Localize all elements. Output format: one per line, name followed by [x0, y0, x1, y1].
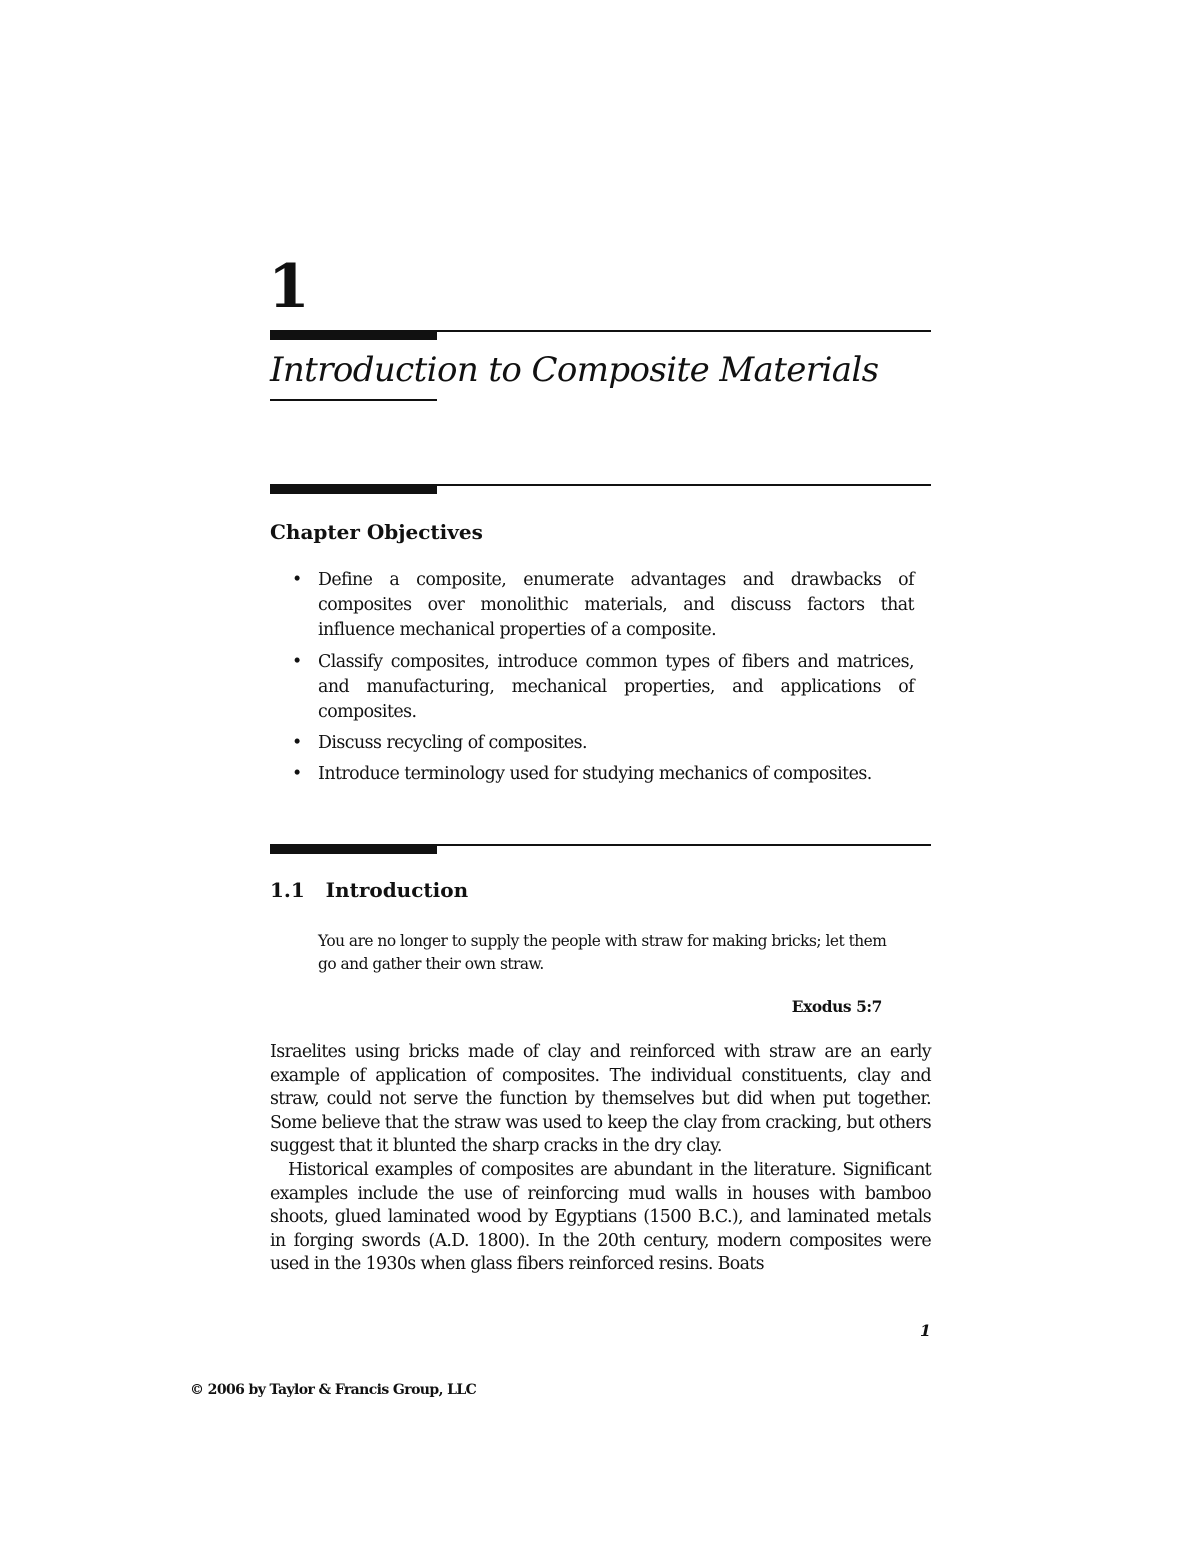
epigraph-source: Exodus 5:7	[791, 998, 882, 1016]
chapter-number: 1	[268, 252, 310, 322]
objective-text: Introduce terminology used for studying mechanics of composites.	[318, 764, 872, 785]
bullet-icon: •	[292, 651, 302, 672]
objective-text: Discuss recycling of composites.	[318, 733, 587, 754]
objective-item	[290, 650, 914, 726]
chapter-title-underline	[270, 399, 437, 401]
objective-item	[290, 731, 914, 756]
objectives-heading: Chapter Objectives	[270, 520, 483, 544]
rule-thick-bar	[270, 330, 437, 340]
body-paragraph: Historical examples of composites are abundant in the literature. Significant examples include the use of reinforcing mud walls in houses with bamboo shoots, glued laminated wood by Egyptians (1500 B.C.), and laminated metals in forging swords (A.D. 1800). In the 20th century, modern composites were used in the 1930s when glass fibers reinforced resins. Boats	[270, 1159, 931, 1275]
rule-thick-bar	[270, 844, 437, 854]
epigraph-quote: You are no longer to supply the people with straw for making bricks; let them go and gather their own straw.	[318, 932, 887, 973]
bullet-icon: •	[292, 733, 302, 754]
objectives-rule	[270, 484, 931, 496]
section-rule	[270, 844, 931, 856]
chapter-rule	[270, 330, 931, 342]
objective-text: Define a composite, enumerate advantages and drawbacks of composites over monolithic materials, and discuss factors that influence mechanical properties of a composite.	[318, 570, 914, 641]
objective-item	[290, 762, 914, 787]
bullet-icon: •	[292, 570, 302, 590]
body-text	[270, 1041, 931, 1277]
chapter-title: Introduction to Composite Materials	[270, 350, 879, 390]
bullet-icon: •	[292, 764, 302, 785]
objective-item	[290, 568, 914, 644]
section-heading: 1.1 Introduction	[270, 878, 469, 902]
rule-thick-bar	[270, 484, 437, 494]
copyright-notice: © 2006 by Taylor & Francis Group, LLC	[190, 1382, 477, 1398]
body-paragraph: Israelites using bricks made of clay and reinforced with straw are an early example of application of composites. The individual constituents, clay and straw, could not serve the function by themselves but did when put together. Some believe that the straw was used to keep the clay from cracking, but others suggest that it blunted the sharp cracks in the dry clay.	[270, 1042, 931, 1157]
objective-text: Classify composites, introduce common types of fibers and matrices, and manufacturing, mechanical properties, and applications of composites.	[318, 651, 914, 723]
page-number: 1	[919, 1321, 931, 1340]
objectives-list	[290, 568, 914, 794]
